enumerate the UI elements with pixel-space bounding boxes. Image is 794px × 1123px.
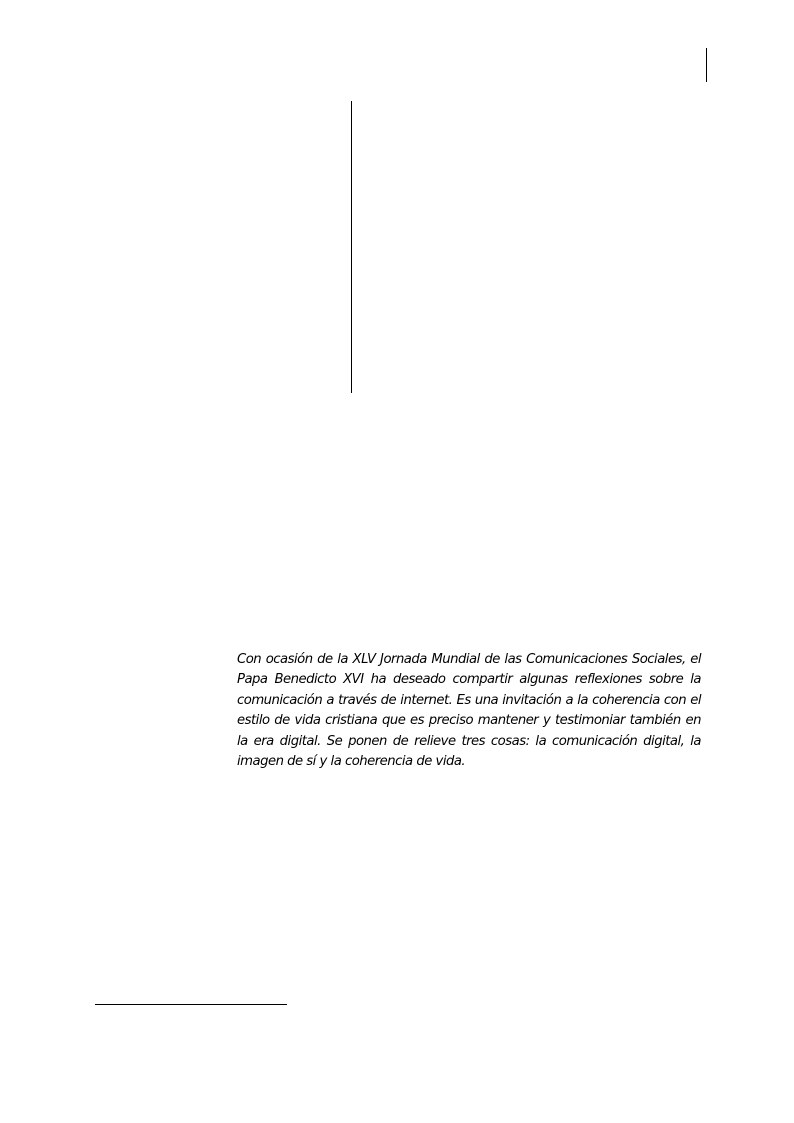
abstract-paragraph: Con ocasión de la XLV Jornada Mundial de las Comunicaciones Sociales, el Papa Benedicto XVI ha deseado compartir algunas reflexiones sobre la comunicación a través de internet. Es una invitación a la coherencia con el estilo de vida cristiana que es preciso mantener y testimoniar también en la era digital. Se ponen de relieve tres cosas: la comunicación digital, la imagen de sí y la coherencia de vida. bbox=[237, 652, 701, 770]
header-marker-line bbox=[706, 48, 707, 82]
vertical-column-rule bbox=[351, 101, 352, 393]
footnote-separator bbox=[95, 1004, 287, 1005]
